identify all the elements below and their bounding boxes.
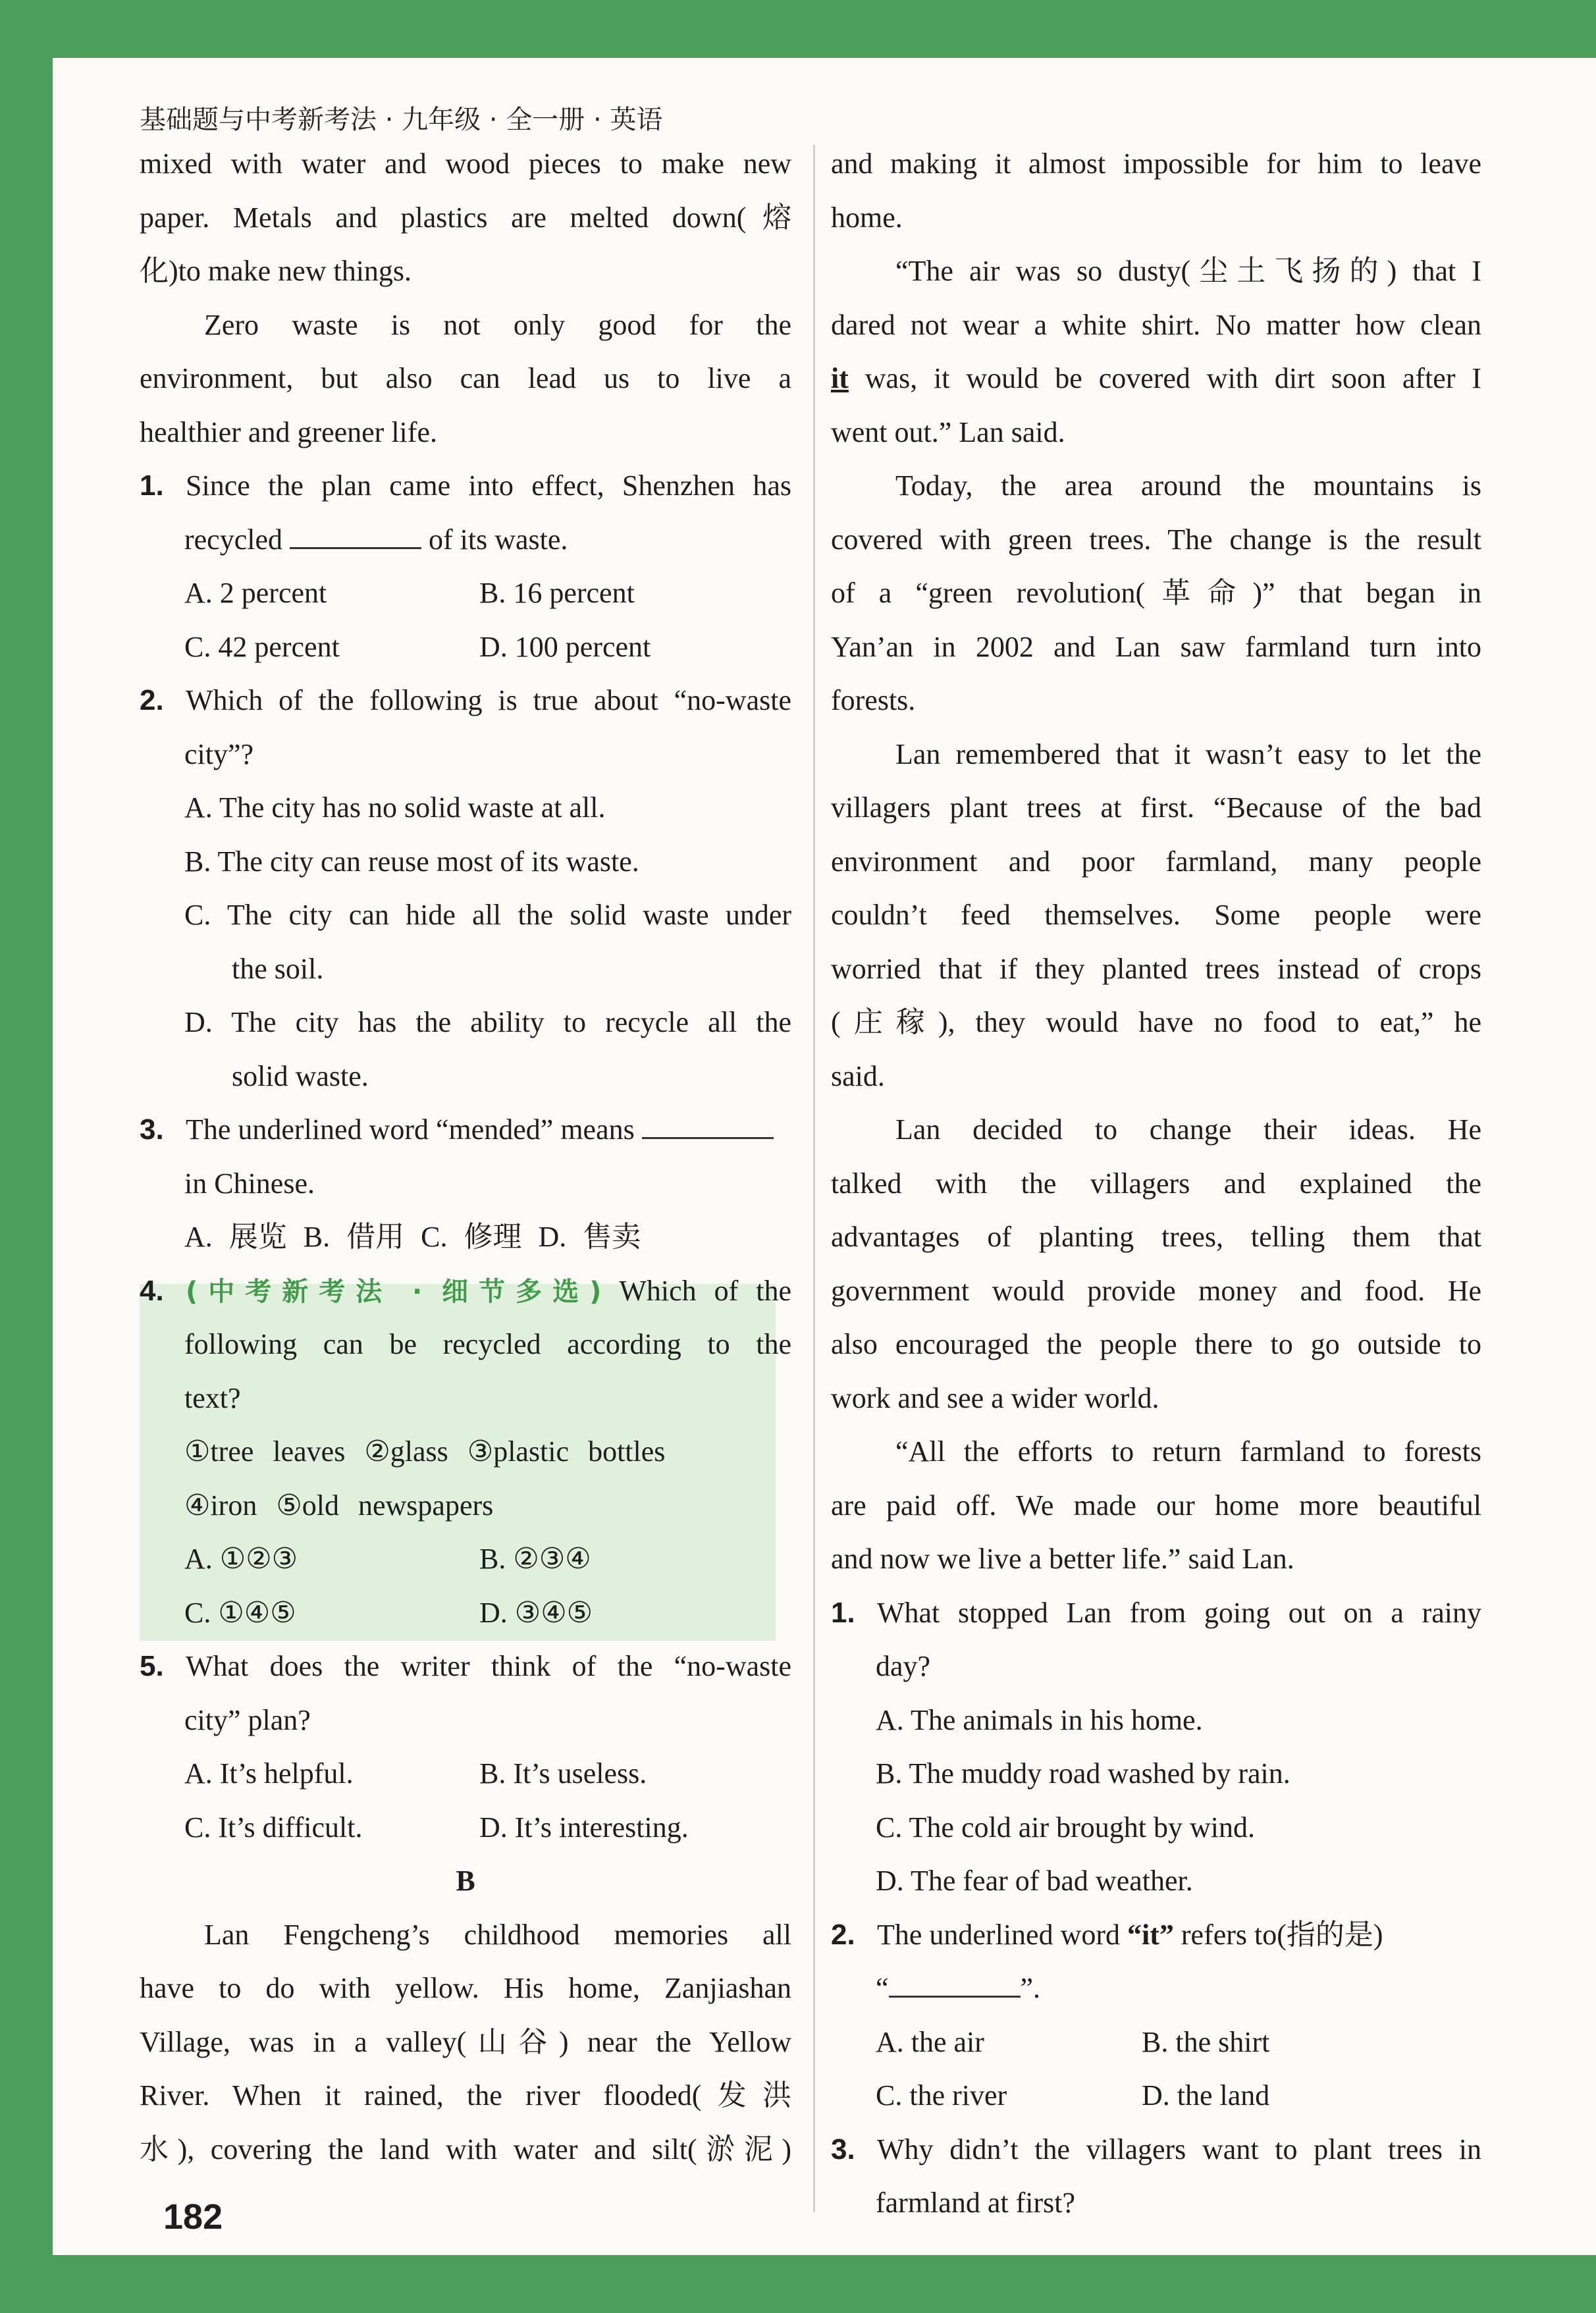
text-line: government would provide money and food. He [831, 1274, 1481, 1307]
column-divider [813, 145, 815, 2212]
options-row [140, 1586, 791, 1640]
options-row [140, 620, 791, 674]
text-line: said. [831, 1059, 885, 1092]
option[interactable]: A. the air [876, 2025, 984, 2058]
running-header: 基础题与中考新考法 · 九年级 · 全一册 · 英语 [140, 105, 663, 135]
option[interactable]: B. 16 percent [479, 577, 635, 609]
question-4: 4. (中考新考法 · 细节多选) Which of the [140, 1274, 791, 1307]
page-number: 182 [163, 2197, 223, 2237]
option-continued: solid waste. [232, 1059, 369, 1092]
text-line: work and see a wider world. [831, 1381, 1159, 1414]
option[interactable]: D. It’s interesting. [479, 1811, 689, 1844]
question-3-line: farmland at first? [876, 2187, 1075, 2219]
options-row [140, 566, 791, 620]
option[interactable]: A. 2 percent [184, 577, 327, 609]
question-3: 3. Why didn’t the villagers want to plant trees in [831, 2133, 1481, 2166]
option[interactable]: D. The city has the ability to recycle all the [184, 1006, 791, 1038]
quoted-word: “it” [1127, 1918, 1174, 1951]
text-line: and making it almost impossible for him to leave [831, 147, 1481, 180]
question-1: 1. Since the plan came into effect, Shenzhen has [140, 469, 791, 502]
text-line: mixed with water and wood pieces to make new [140, 147, 791, 180]
text-line: Village, was in a valley(山谷) near the Yellow [140, 2025, 791, 2058]
option[interactable]: D. The fear of bad weather. [876, 1865, 1193, 1897]
option[interactable]: B. the shirt [1142, 2025, 1270, 2058]
option[interactable]: B. ②③④ [479, 1543, 591, 1575]
text-line: healthier and greener life. [140, 415, 437, 448]
option[interactable]: D. the land [1142, 2079, 1270, 2112]
question-4-line: ④iron ⑤old newspapers [184, 1489, 494, 1522]
option[interactable]: A. It’s helpful. [184, 1757, 354, 1790]
text-line: talked with the villagers and explained the [831, 1167, 1481, 1200]
text-line: dared not wear a white shirt. No matter how clean [831, 308, 1481, 341]
text-line: “The air was so dusty(尘土飞扬的) that I [895, 255, 1481, 287]
question-2-line: “ ”. [831, 1961, 1481, 2015]
text-line: Lan decided to change their ideas. He [895, 1113, 1481, 1146]
text-line: and now we live a better life.” said Lan. [831, 1543, 1294, 1575]
text-line: Today, the area around the mountains is [895, 469, 1481, 502]
underlined-word: it [831, 362, 849, 394]
left-column [140, 137, 791, 2176]
bottom-border [0, 2265, 1596, 2313]
option[interactable]: B. The city can reuse most of its waste. [184, 845, 639, 878]
answer-blank[interactable] [889, 1969, 1021, 1998]
question-4-line: following can be recycled according to the [184, 1328, 791, 1360]
right-column [831, 137, 1481, 2230]
option[interactable]: C. It’s difficult. [184, 1811, 363, 1844]
text-line: River. When it rained, the river flooded(发洪 [140, 2079, 791, 2112]
section-heading: B [456, 1865, 475, 1897]
text-line: Yan’an in 2002 and Lan saw farmland turn into [831, 630, 1481, 663]
text-line: environment, but also can lead us to live a [140, 362, 791, 394]
text-line: it was, it would be covered with dirt soon after I [831, 362, 1481, 394]
text-line: (庄稼), they would have no food to eat,” he [831, 1006, 1481, 1038]
question-2-line: city”? [184, 737, 254, 770]
question-1-line: day? [876, 1650, 931, 1682]
option[interactable]: B. The muddy road washed by rain. [876, 1757, 1290, 1790]
text-line: villagers plant trees at first. “Because of the bad [831, 791, 1481, 824]
options-row [140, 1801, 791, 1855]
text-line: of a “green revolution(革命)” that began in [831, 577, 1481, 609]
option[interactable]: B. It’s useless. [479, 1757, 647, 1790]
text-line: advantages of planting trees, telling them that [831, 1221, 1481, 1253]
text-line: 水), covering the land with water and silt(淤泥) [140, 2133, 791, 2166]
text-line: covered with green trees. The change is the result [831, 523, 1481, 556]
option[interactable]: A. The animals in his home. [876, 1703, 1203, 1736]
question-5-line: city” plan? [184, 1703, 311, 1736]
text-line: paper. Metals and plastics are melted down(熔 [140, 201, 791, 234]
question-3: 3. The underlined word “mended” means [140, 1103, 791, 1157]
option[interactable]: C. 42 percent [184, 630, 340, 663]
text-line: went out.” Lan said. [831, 415, 1065, 448]
question-4-line: ①tree leaves ②glass ③plastic bottles [184, 1435, 666, 1468]
text-line: Lan Fengcheng’s childhood memories all [204, 1918, 791, 1951]
question-3-line: in Chinese. [184, 1167, 315, 1200]
question-1: 1. What stopped Lan from going out on a rainy [831, 1596, 1481, 1629]
answer-blank[interactable] [642, 1111, 774, 1139]
option[interactable]: D. ③④⑤ [479, 1596, 593, 1629]
text-line: couldn’t feed themselves. Some people were [831, 899, 1481, 931]
options-row[interactable]: A. 展览 B. 借用 C. 修理 D. 售卖 [184, 1221, 641, 1253]
question-2: 2. The underlined word “it” refers to(指的是) [831, 1918, 1383, 1951]
options-row [831, 2015, 1481, 2069]
question-tag: (中考新考法 · 细节多选) [186, 1276, 602, 1307]
options-row [831, 2069, 1481, 2123]
text-line: 化)to make new things. [140, 255, 412, 287]
text-line: are paid off. We made our home more beautiful [831, 1489, 1481, 1522]
text-line: forests. [831, 684, 916, 716]
text-line: home. [831, 201, 903, 234]
option[interactable]: A. ①②③ [184, 1543, 298, 1575]
option[interactable]: C. the river [876, 2079, 1007, 2112]
options-row [140, 1747, 791, 1801]
text-line: worried that if they planted trees instead of crops [831, 952, 1481, 985]
text-line: environment and poor farmland, many people [831, 845, 1481, 878]
option[interactable]: D. 100 percent [479, 630, 651, 663]
option[interactable]: C. The city can hide all the solid waste under [184, 899, 791, 931]
text-line: Lan remembered that it wasn’t easy to let the [895, 737, 1481, 770]
text-line: Zero waste is not only good for the [204, 308, 791, 341]
question-5: 5. What does the writer think of the “no-waste [140, 1650, 791, 1682]
question-1-line: recycled of its waste. [140, 513, 791, 567]
option[interactable]: C. ①④⑤ [184, 1596, 296, 1629]
text-line: also encouraged the people there to go outside to [831, 1328, 1481, 1360]
options-row [140, 1532, 791, 1586]
option[interactable]: C. The cold air brought by wind. [876, 1811, 1255, 1844]
option[interactable]: A. The city has no solid waste at all. [184, 791, 606, 824]
question-4-line: text? [184, 1381, 241, 1414]
question-2: 2. Which of the following is true about “no-waste [140, 684, 791, 716]
text-line: have to do with yellow. His home, Zanjiashan [140, 1972, 791, 2004]
text-line: “All the efforts to return farmland to forests [895, 1435, 1481, 1468]
option-continued: the soil. [232, 952, 324, 985]
answer-blank[interactable] [290, 521, 421, 549]
